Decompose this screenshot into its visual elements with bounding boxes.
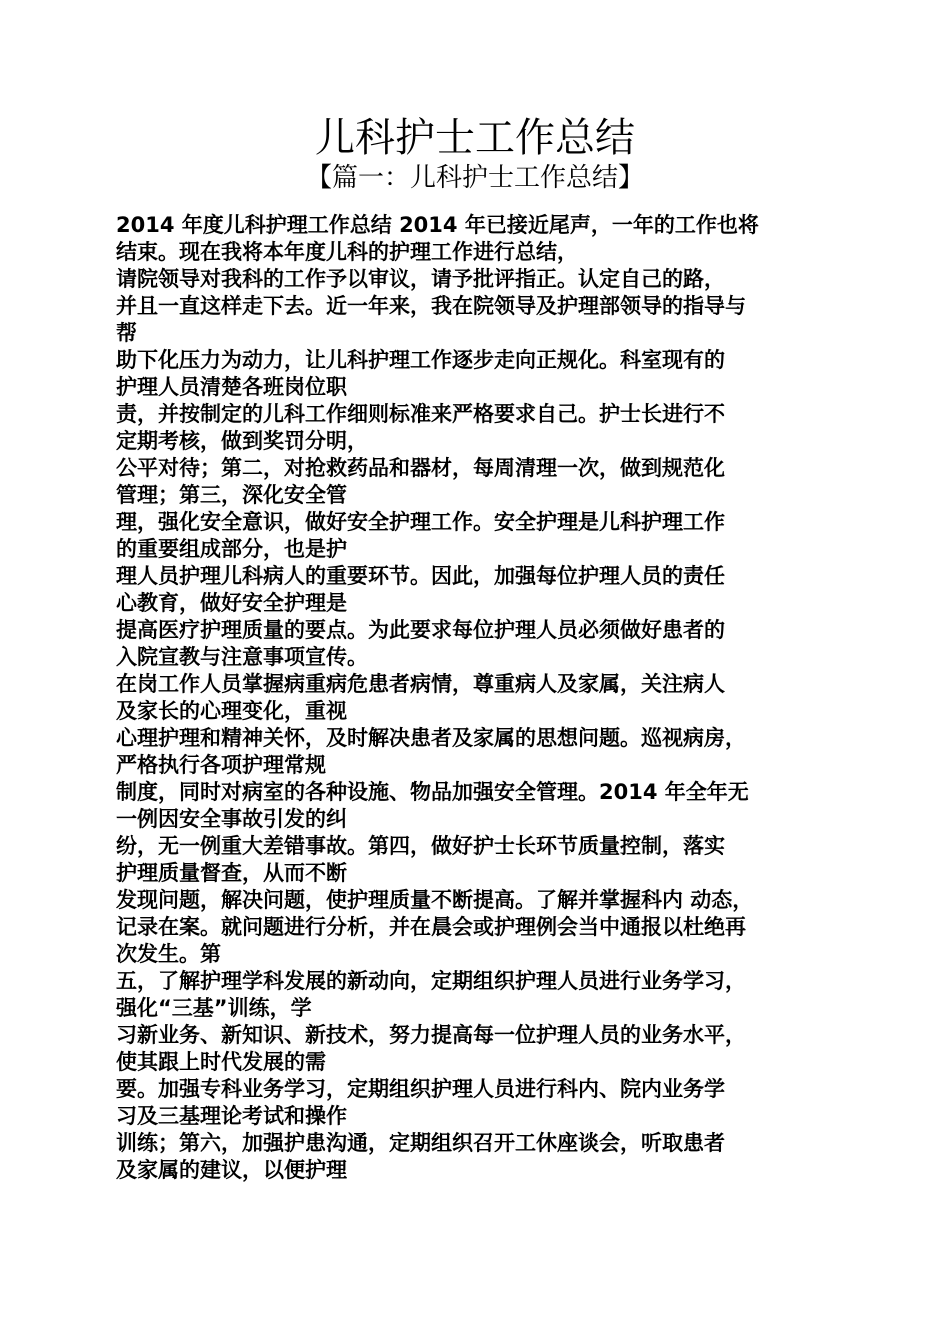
body-text: [116, 212, 840, 1184]
body-text-line: 理，强化安全意识，做好安全护理工作。安全护理是儿科护理工作: [116, 510, 725, 534]
body-text-line: 并且一直这样走下去。近一年来，我在院领导及护理部领导的指导与: [116, 294, 746, 318]
body-text-line: 记录在案。就问题进行分析，并在晨会或护理例会当中通报以杜绝再: [116, 915, 746, 939]
body-text-line: 理人员护理儿科病人的重要环节。因此，加强每位护理人员的责任: [116, 564, 725, 588]
body-text-line: 发现问题，解决问题，使护理质量不断提高。了解并掌握科内 动态，: [116, 888, 754, 912]
body-text-line: 定期考核，做到奖罚分明，: [116, 429, 368, 453]
body-text-line: 结束。现在我将本年度儿科的护理工作进行总结，: [116, 240, 578, 264]
body-text-line: 提高医疗护理质量的要点。为此要求每位护理人员必须做好患者的: [116, 618, 725, 642]
section-heading: 【篇一：儿科护士工作总结】: [305, 163, 644, 193]
body-text-line: 入院宣教与注意事项宣传。: [116, 645, 368, 669]
body-text-line: 训练；第六，加强护患沟通，定期组织召开工休座谈会，听取患者: [116, 1131, 725, 1155]
body-text-line: 及家属的建议，以便护理: [116, 1158, 347, 1182]
body-text-line: 严格执行各项护理常规: [116, 753, 326, 777]
body-text-line: 2014 年度儿科护理工作总结 2014 年已接近尾声，一年的工作也将: [116, 213, 759, 237]
body-text-line: 在岗工作人员掌握病重病危患者病情，尊重病人及家属，关注病人: [116, 672, 725, 696]
body-text-line: 五，了解护理学科发展的新动向，定期组织护理人员进行业务学习，: [116, 969, 746, 993]
body-text-line: 使其跟上时代发展的需: [116, 1050, 326, 1074]
page-title: 儿科护士工作总结: [315, 115, 635, 161]
body-text-line: 习新业务、新知识、新技术，努力提高每一位护理人员的业务水平，: [116, 1023, 746, 1047]
body-text-line: 一例因安全事故引发的纠: [116, 807, 347, 831]
body-text-line: 公平对待；第二，对抢救药品和器材，每周清理一次，做到规范化: [116, 456, 725, 480]
body-text-line: 心教育，做好安全护理是: [116, 591, 347, 615]
body-text-line: 制度，同时对病室的各种设施、物品加强安全管理。2014 年全年无: [116, 780, 749, 804]
body-text-line: 的重要组成部分，也是护: [116, 537, 347, 561]
body-text-line: 强化“三基”训练，学: [116, 996, 312, 1020]
body-text-line: 助下化压力为动力，让儿科护理工作逐步走向正规化。科室现有的: [116, 348, 725, 372]
body-text-line: 及家长的心理变化，重视: [116, 699, 347, 723]
body-text-line: 责，并按制定的儿科工作细则标准来严格要求自己。护士长进行不: [116, 402, 725, 426]
body-text-line: 帮: [116, 321, 137, 345]
body-text-line: 要。加强专科业务学习，定期组织护理人员进行科内、院内业务学: [116, 1077, 725, 1101]
body-text-line: 次发生。第: [116, 942, 221, 966]
body-text-line: 请院领导对我科的工作予以审议，请予批评指正。认定自己的路，: [116, 267, 725, 291]
body-text-line: 心理护理和精神关怀，及时解决患者及家属的思想问题。巡视病房，: [116, 726, 746, 750]
body-text-line: 习及三基理论考试和操作: [116, 1104, 347, 1128]
body-text-line: 纷，无一例重大差错事故。第四，做好护士长环节质量控制，落实: [116, 834, 725, 858]
body-text-line: 护理人员清楚各班岗位职: [116, 375, 347, 399]
body-text-line: 管理；第三，深化安全管: [116, 483, 347, 507]
body-text-line: 护理质量督查，从而不断: [116, 861, 347, 885]
